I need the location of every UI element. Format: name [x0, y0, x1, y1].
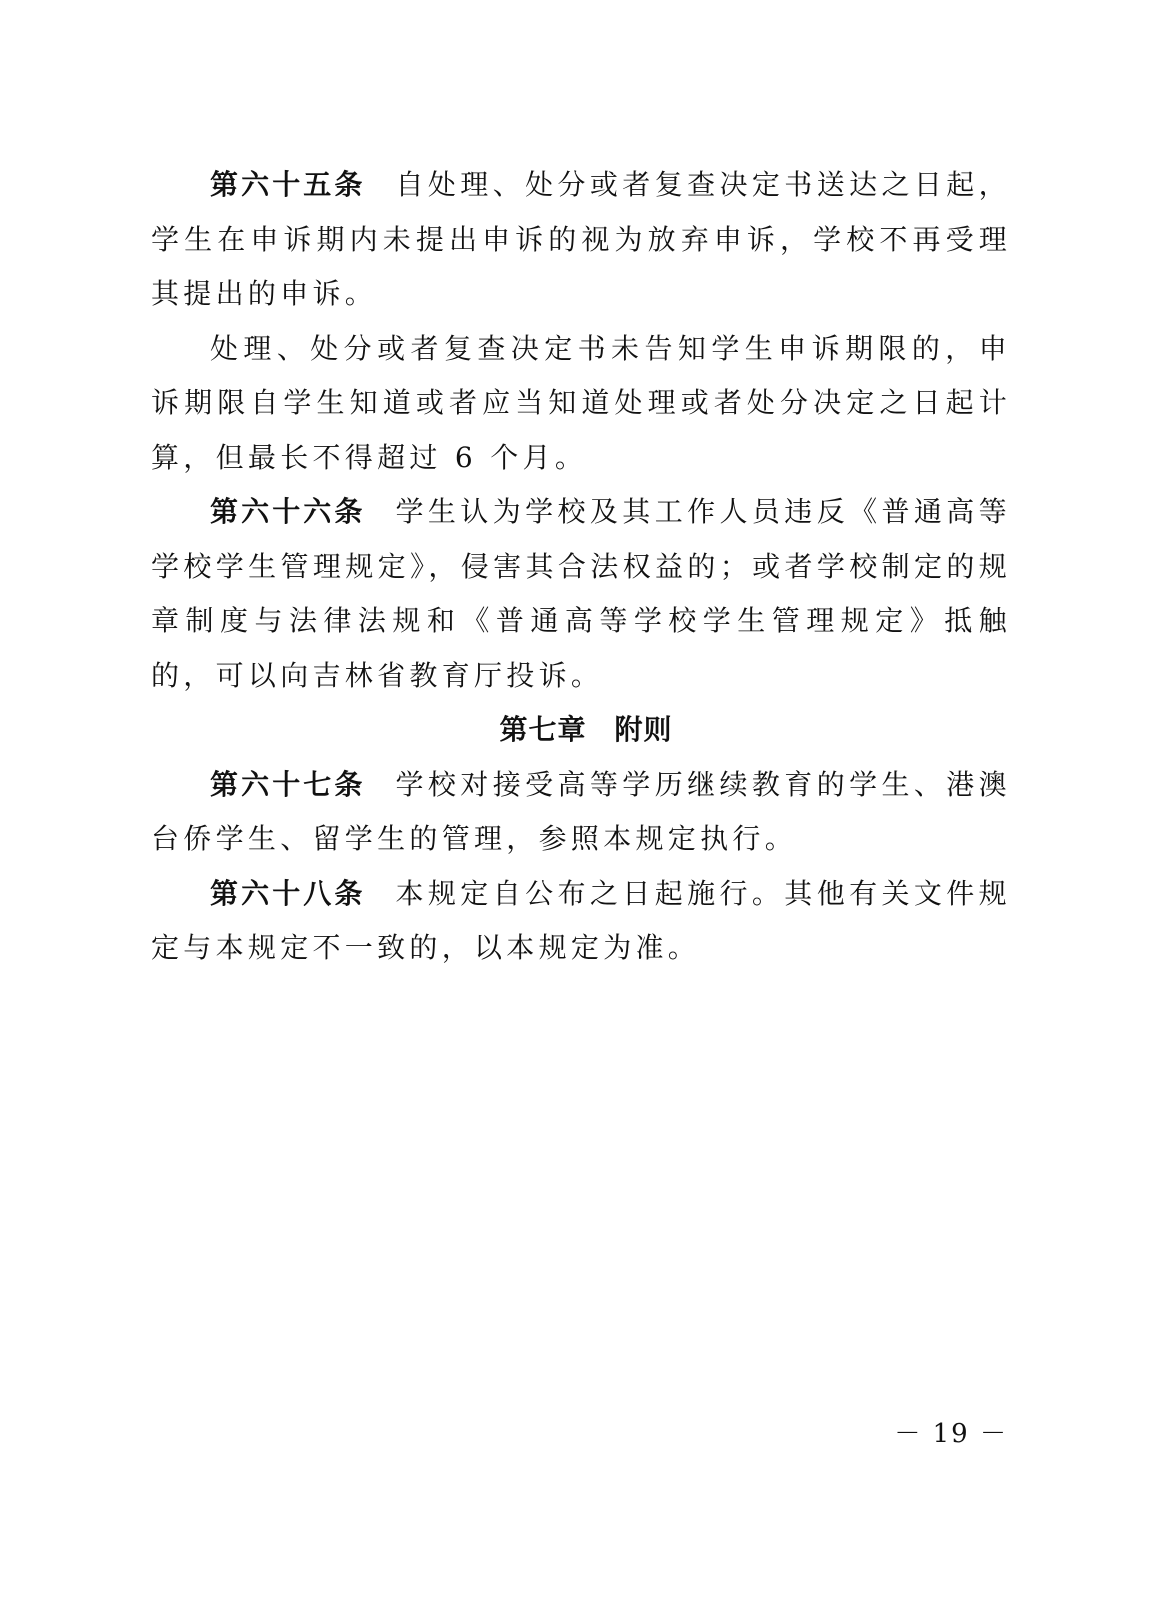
- article-67-label: 第六十七条: [210, 767, 366, 801]
- article-67-text: 学校对接受高等学历继续教育的学生、港澳台侨学生、留学生的管理，参照本规定执行。: [151, 767, 1011, 855]
- article-65: [151, 158, 1011, 322]
- article-66-text: 学生认为学校及其工作人员违反《普通高等学校学生管理规定》，侵害其合法权益的；或者学校制定的规章制度与法律法规和《普通高等学校学生管理规定》抵触的，可以向吉林省教育厅投诉。: [151, 495, 1011, 692]
- chapter-7-title: 附则: [614, 713, 673, 746]
- article-68-label: 第六十八条: [210, 876, 366, 910]
- article-67: [151, 758, 1011, 867]
- page-number: － 19 －: [894, 1419, 1008, 1449]
- chapter-7-number: 第七章: [499, 713, 587, 746]
- chapter-7-heading: [151, 703, 1011, 758]
- document-body: [151, 158, 1011, 976]
- article-65-paragraph-2: [151, 322, 1011, 486]
- article-68: [151, 867, 1011, 976]
- article-66: [151, 485, 1011, 703]
- article-65-label: 第六十五条: [210, 168, 366, 201]
- article-65-text: 自处理、处分或者复查决定书送达之日起，学生在申诉期内未提出申诉的视为放弃申诉，学校不再受理其提出的申诉。: [151, 168, 1011, 310]
- article-65-paragraph-2-text: 处理、处分或者复查决定书未告知学生申诉期限的，申诉期限自学生知道或者应当知道处理或者处分决定之日起计算，但最长不得超过 6 个月。: [151, 331, 1011, 474]
- article-68-text: 本规定自公布之日起施行。其他有关文件规定与本规定不一致的，以本规定为准。: [151, 876, 1011, 964]
- article-66-label: 第六十六条: [210, 495, 366, 528]
